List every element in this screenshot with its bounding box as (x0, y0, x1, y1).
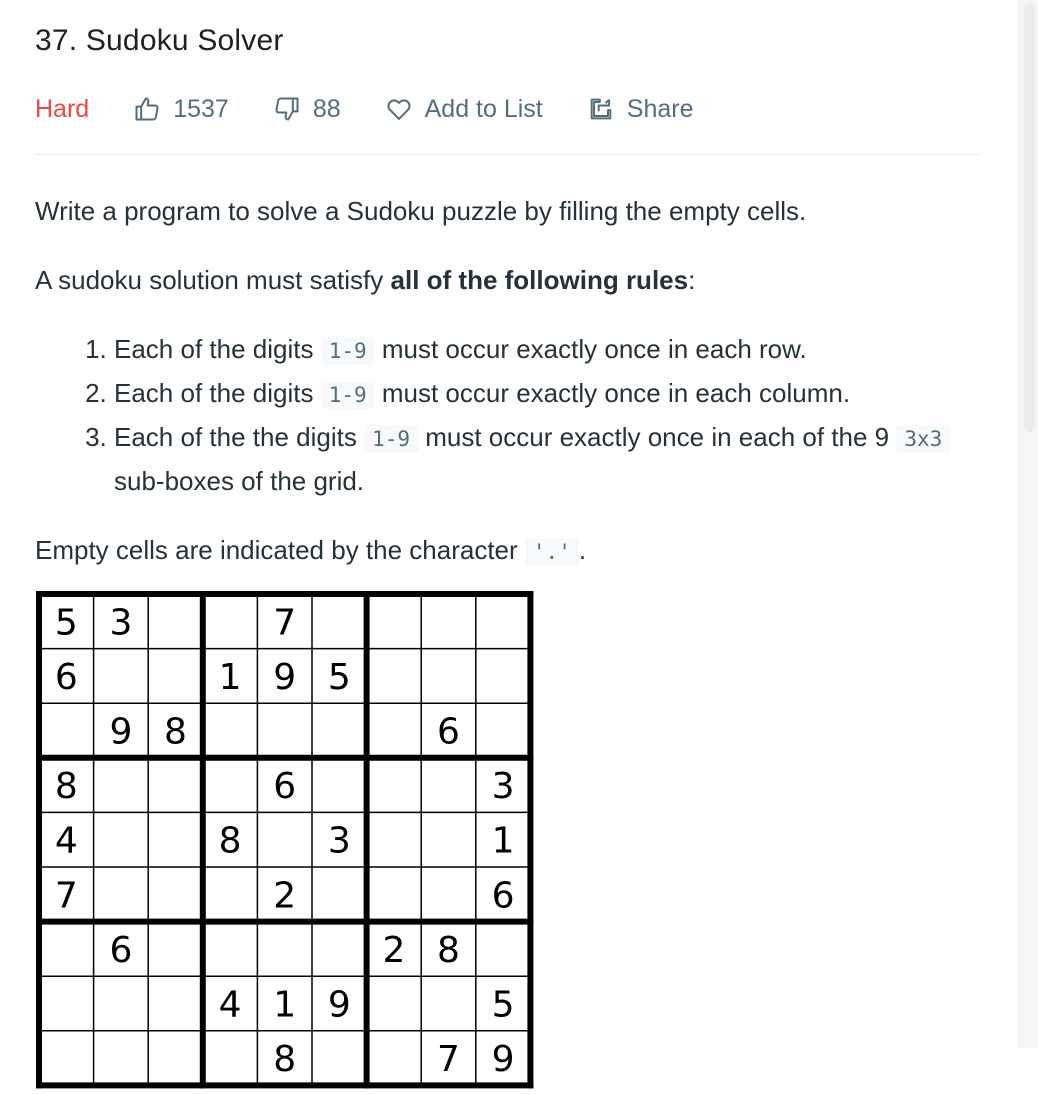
sudoku-cell-digit: 5 (491, 984, 515, 1026)
difficulty-badge: Hard (35, 94, 90, 123)
sudoku-cell-digit: 6 (109, 929, 133, 971)
sudoku-example-image (35, 590, 535, 1081)
problem-meta-bar (35, 90, 737, 128)
share-label: Share (626, 94, 694, 123)
like-count: 1537 (173, 94, 229, 123)
description-paragraph-2: A sudoku solution must satisfy all of the following rules: (35, 265, 696, 295)
sudoku-cell-digit: 6 (437, 711, 460, 753)
sudoku-cell-digit: 9 (327, 984, 351, 1026)
problem-page (35, 0, 980, 1081)
sudoku-grid (35, 590, 535, 1090)
inline-code: 1-9 (321, 381, 375, 409)
dislike-button[interactable] (273, 95, 341, 124)
sudoku-cell-digit: 7 (437, 1039, 460, 1081)
sudoku-cell-digit: 8 (218, 820, 242, 862)
sudoku-cell-digit: 8 (164, 711, 187, 753)
sudoku-cell-digit: 7 (273, 602, 297, 644)
sudoku-cell-digit: 4 (54, 820, 78, 862)
sudoku-cell-digit: 8 (437, 929, 460, 971)
add-to-list-label: Add to List (424, 94, 543, 123)
meta-divider (35, 154, 980, 155)
sudoku-cell-digit: 1 (273, 984, 297, 1026)
sudoku-cell-digit: 9 (109, 711, 133, 753)
inline-code: 1-9 (321, 337, 375, 365)
inline-code: '.' (525, 538, 579, 566)
rule-item-3: 3. Each of the the digits 1-9 must occur exactly once in each of the 9 3x3 sub-boxes of the grid. (114, 416, 980, 502)
sudoku-cell-digit: 6 (491, 875, 515, 917)
sudoku-cell-digit: 2 (273, 875, 297, 917)
thumbs-up-icon (133, 95, 161, 123)
description-paragraph-1: Write a program to solve a Sudoku puzzle by filling the empty cells. (35, 196, 807, 226)
problem-title: 37. Sudoku Solver (35, 24, 284, 57)
sudoku-cell-digit: 6 (273, 766, 297, 808)
sudoku-cell-digit: 2 (382, 929, 406, 971)
sudoku-cell-digit: 7 (54, 875, 78, 917)
dislike-count: 88 (312, 94, 341, 123)
sudoku-cell-digit: 4 (218, 984, 242, 1026)
inline-code: 3x3 (896, 425, 950, 453)
sudoku-cell-digit: 8 (54, 766, 78, 808)
sudoku-cell-digit: 8 (273, 1039, 297, 1081)
like-button[interactable] (133, 95, 229, 124)
sudoku-cell-digit: 1 (218, 656, 242, 698)
rule-item-2: 2. Each of the digits 1-9 must occur exactly once in each column. (114, 372, 980, 416)
problem-description (35, 190, 980, 600)
scrollbar-thumb[interactable] (1024, 4, 1035, 432)
sudoku-cell-digit: 6 (54, 656, 78, 698)
add-to-list-button[interactable] (385, 95, 543, 124)
thumbs-down-icon (273, 95, 301, 123)
sudoku-cell-digit: 9 (491, 1039, 515, 1081)
sudoku-cell-digit: 3 (491, 766, 515, 808)
inline-code: 1-9 (364, 425, 418, 453)
rules-list (35, 328, 980, 502)
share-button[interactable] (587, 95, 694, 124)
heart-icon (385, 95, 413, 123)
sudoku-cell-digit: 3 (327, 820, 351, 862)
rule-item-1: 1. Each of the digits 1-9 must occur exactly once in each row. (114, 328, 980, 372)
sudoku-cell-digit: 5 (54, 602, 78, 644)
sudoku-cell-digit: 3 (109, 602, 133, 644)
sudoku-cell-digit: 5 (327, 656, 351, 698)
description-paragraph-3: Empty cells are indicated by the character '.' . (35, 535, 587, 565)
sudoku-cell-digit: 1 (491, 820, 515, 862)
share-icon (587, 95, 615, 123)
sudoku-cell-digit: 9 (273, 656, 297, 698)
